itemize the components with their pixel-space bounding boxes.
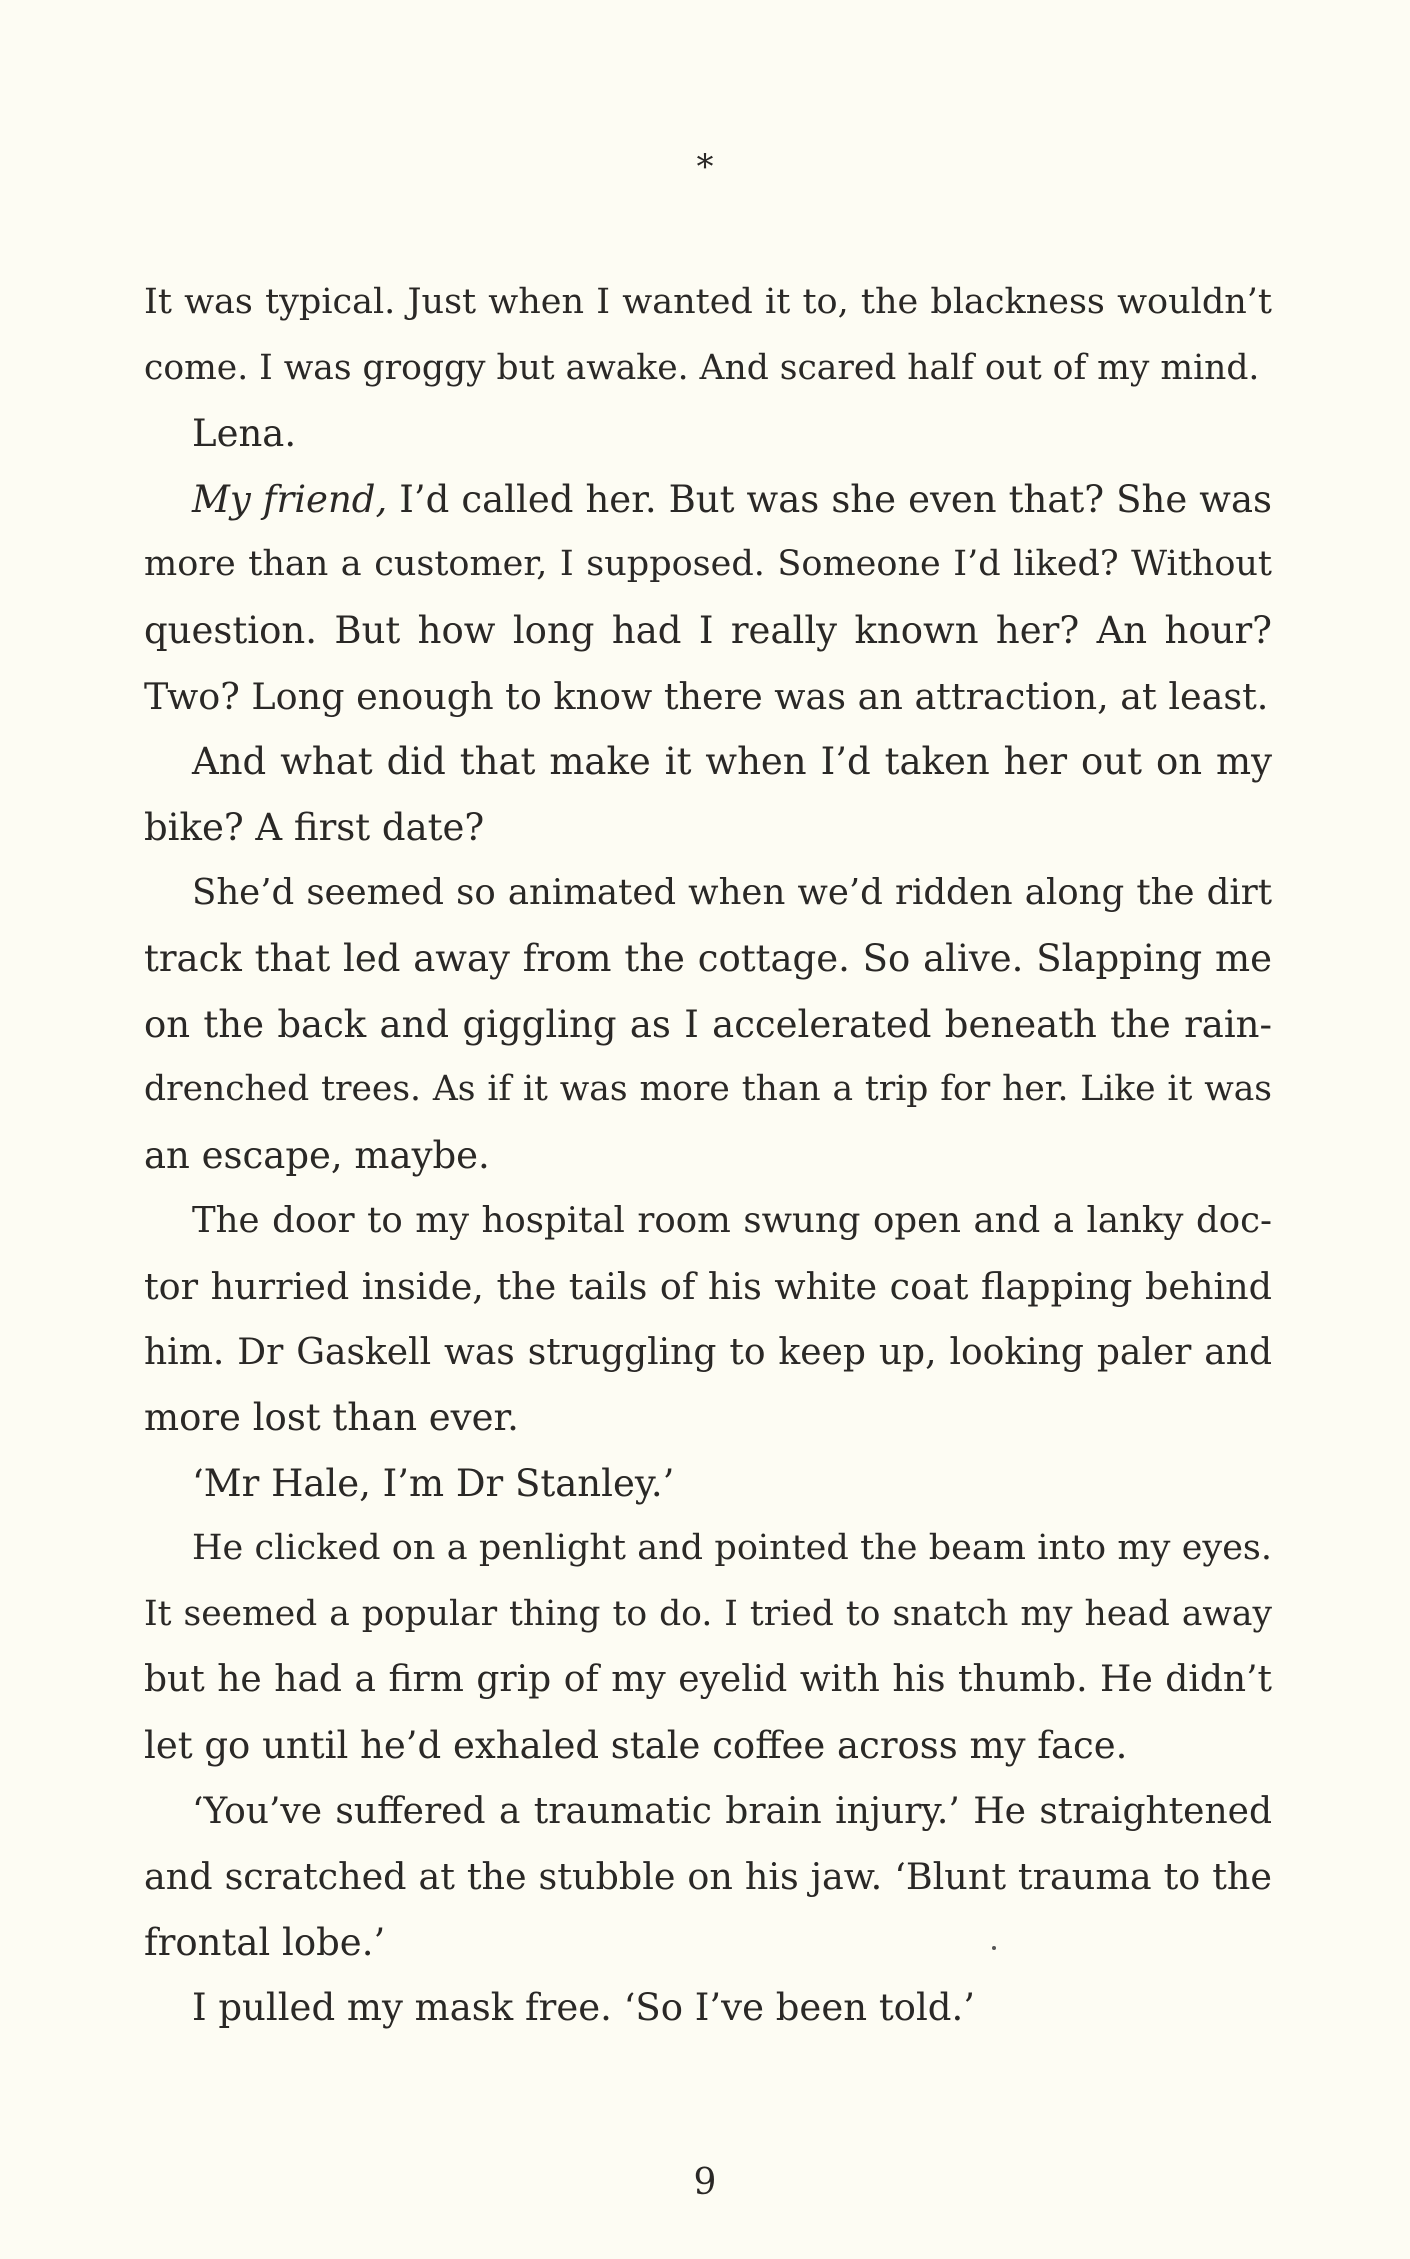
- text-line: come. I was groggy but awake. And scared half out of my mind.: [144, 347, 1260, 388]
- text-line: bike? A first date?: [144, 805, 485, 849]
- text-line: him. Dr Gaskell was struggling to keep up, looking paler and: [144, 1331, 1272, 1373]
- text-line: The door to my hospital room swung open and a lanky doc-: [192, 1200, 1272, 1242]
- text-line: Two? Long enough to know there was an attraction, at least.: [144, 674, 1269, 718]
- text-line: question. But how long had I really known her? An hour?: [144, 608, 1272, 652]
- text-line: I pulled my mask free. ‘So I’ve been told.’: [192, 1986, 975, 2030]
- text-line: let go until he’d exhaled stale coffee across my face.: [144, 1724, 1128, 1768]
- section-separator: *: [696, 147, 714, 187]
- text-line: ‘You’ve suffered a traumatic brain injury.’ He straightened: [192, 1790, 1272, 1832]
- text-line: frontal lobe.’: [144, 1920, 386, 1964]
- text-line: She’d seemed so animated when we’d ridden along the dirt: [192, 872, 1272, 914]
- text-line: and scratched at the stubble on his jaw. ‘Blunt trauma to the: [144, 1855, 1272, 1899]
- text-line: My friend, I’d called her. But was she even that? She was: [192, 477, 1273, 521]
- text-line: It was typical. Just when I wanted it to, the blackness wouldn’t: [144, 282, 1272, 322]
- text-line: Lena.: [192, 412, 297, 456]
- ink-speck: [992, 1946, 996, 1950]
- text-line: He clicked on a penlight and pointed the beam into my eyes.: [192, 1528, 1272, 1569]
- text-line: drenched trees. As if it was more than a trip for her. Like it was: [144, 1069, 1272, 1110]
- text-line: but he had a firm grip of my eyelid with his thumb. He didn’t: [144, 1659, 1272, 1701]
- body-text: [144, 270, 1272, 2041]
- text-line: It seemed a popular thing to do. I tried to snatch my head away: [144, 1593, 1272, 1634]
- text-line: tor hurried inside, the tails of his white coat flapping behind: [144, 1264, 1272, 1308]
- text-line: And what did that make it when I’d taken her out on my: [192, 740, 1272, 784]
- text-line: an escape, maybe.: [144, 1133, 490, 1177]
- text-line: track that led away from the cottage. So alive. Slapping me: [144, 936, 1272, 980]
- text-line: ‘Mr Hale, I’m Dr Stanley.’: [192, 1461, 675, 1505]
- text-line: more than a customer, I supposed. Someone I’d liked? Without: [144, 544, 1272, 585]
- page-number: 9: [693, 2162, 717, 2203]
- text-line: more lost than ever.: [144, 1396, 519, 1440]
- text-line: on the back and giggling as I accelerated beneath the rain-: [144, 1002, 1272, 1046]
